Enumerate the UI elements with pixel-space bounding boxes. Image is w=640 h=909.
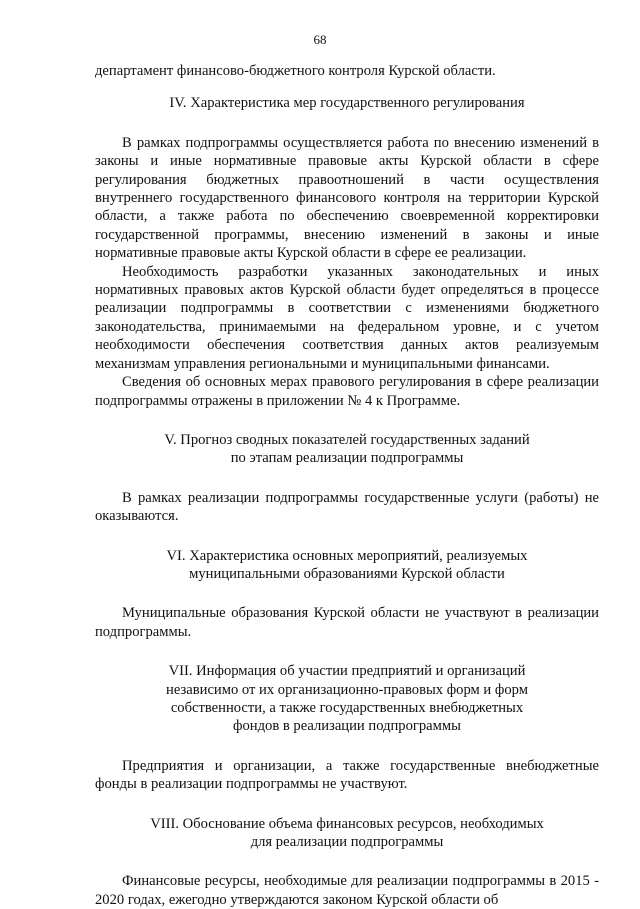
heading-line: для реализации подпрограммы: [250, 834, 444, 850]
intro-paragraph: департамент финансово-бюджетного контроля Курской области.: [95, 63, 496, 79]
section-heading-iv: [95, 94, 599, 112]
section-heading-viii: [95, 815, 599, 852]
heading-line: VIII. Обоснование объема финансовых ресурсов, необходимых: [150, 815, 544, 832]
paragraph: В рамках реализации подпрограммы государственные услуги (работы) не оказываются.: [95, 489, 599, 525]
paragraph: Муниципальные образования Курской области не участвуют в реализации подпрограммы.: [95, 605, 599, 640]
heading-line: фондов в реализации подпрограммы: [233, 718, 461, 735]
paragraph: Необходимость разработки указанных законодательных и иных нормативных правовых актов Курской области будет определяться в процессе реализации подпрограммы в соответствии с изменениями бюджетного законодательства, принимаемыми на федеральном уровне, и с учетом необходимости обеспечения соответствия данных актов реализуемым механизмам управления региональными и муниципальными финансами.: [95, 263, 599, 372]
section-heading-vii: [95, 662, 599, 736]
heading-line: IV. Характеристика мер государственного регулирования: [169, 95, 525, 112]
paragraph: В рамках подпрограммы осуществляется работа по внесению изменений в законы и иные нормативные правовые акты Курской области в сфере регулирования бюджетных правоотношений в части осуществления внутреннего государственного финансового контроля на территории Курской области, а также работа по обеспечению своевременной корректировки государственной программы, внесению изменений в законы и иные нормативные правовые акты Курской области в сфере ее реализации.: [95, 134, 599, 262]
heading-line: муниципальными образованиями Курской области: [189, 565, 505, 582]
heading-line: по этапам реализации подпрограммы: [230, 450, 464, 467]
page-content: [95, 62, 599, 909]
page-number: 68: [313, 32, 327, 47]
paragraph: Предприятия и организации, а также государственные внебюджетные фонды в реализации подпрограммы не участвуют.: [95, 757, 599, 793]
section-heading-vi: [95, 547, 599, 584]
section-heading-v: [95, 431, 599, 468]
heading-line: VII. Информация об участии предприятий и организаций: [168, 663, 526, 680]
heading-line: собственности, а также государственных внебюджетных: [170, 699, 524, 716]
heading-line: VI. Характеристика основных мероприятий, реализуемых: [166, 547, 528, 564]
paragraph: Финансовые ресурсы, необходимые для реализации подпрограммы в 2015 - 2020 годах, ежегодно утверждаются законом Курской области об: [95, 873, 599, 908]
heading-line: V. Прогноз сводных показателей государственных заданий: [164, 431, 530, 448]
paragraph: Сведения об основных мерах правового регулирования в сфере реализации подпрограммы отражены в приложении № 4 к Программе.: [95, 374, 599, 409]
heading-line: независимо от их организационно-правовых форм и форм: [166, 681, 528, 698]
